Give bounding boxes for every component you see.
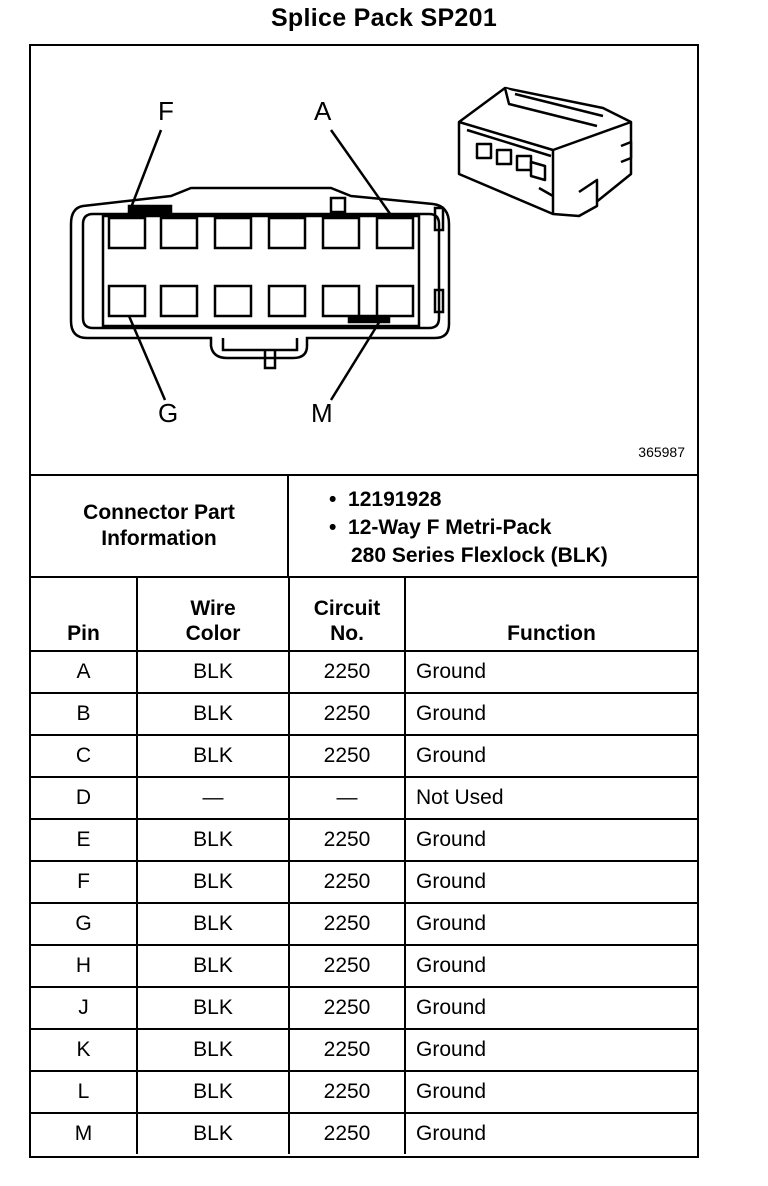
circuit-cell: 2250 [289,987,405,1029]
circuit-cell: 2250 [289,903,405,945]
cavity-l [323,286,359,316]
function-cell: Ground [405,987,697,1029]
connector-diagram [31,46,697,474]
pin-label-a: A [314,96,332,126]
table-row [31,903,697,945]
wire-color-cell: BLK [137,1071,289,1113]
connector-info-label-text: Connector Part Information [83,501,235,550]
cavity-c [269,218,305,248]
table-row [31,1071,697,1113]
circuit-cell: 2250 [289,651,405,693]
cavity-d [215,218,251,248]
function-cell: Not Used [405,777,697,819]
wire-color-cell: BLK [137,651,289,693]
cavity-a [377,218,413,248]
function-cell: Ground [405,861,697,903]
pin-label-m: M [311,398,333,428]
function-cell: Ground [405,1113,697,1154]
circuit-cell: 2250 [289,861,405,903]
table-row [31,1113,697,1154]
connector-isometric-view [459,88,631,216]
function-cell: Ground [405,651,697,693]
cavity-m [377,286,413,316]
table-row [31,777,697,819]
function-cell: Ground [405,735,697,777]
pin-cell: C [31,735,137,777]
circuit-cell: 2250 [289,1071,405,1113]
wire-color-cell: BLK [137,819,289,861]
pin-label-g: G [158,398,179,428]
leader-a [331,130,393,218]
connector-face-drawing [31,46,697,474]
cavity-e [161,218,197,248]
table-row [31,735,697,777]
circuit-cell: 2250 [289,735,405,777]
pin-cell: F [31,861,137,903]
description-line: • 12-Way F Metri-Pack [329,516,552,539]
latch-tab [223,338,297,350]
header-circuit-no [289,577,405,651]
table-row [31,945,697,987]
function-cell: Ground [405,945,697,987]
pinout-table [31,576,697,1154]
table-row [31,1029,697,1071]
wire-color-cell: — [137,777,289,819]
table-row [31,819,697,861]
wire-color-cell: BLK [137,693,289,735]
header-function: Function [405,577,697,651]
pin-cell: G [31,903,137,945]
description-line2: 280 Series Flexlock (BLK) [351,544,608,567]
connector-info-values [288,475,697,576]
circuit-cell: 2250 [289,693,405,735]
function-cell: Ground [405,903,697,945]
header-wire-color [137,577,289,651]
wire-color-cell: BLK [137,987,289,1029]
cavity-f [109,218,145,248]
header-pin: Pin [31,577,137,651]
header-circuit-text: Circuit No. [313,597,381,645]
circuit-cell: 2250 [289,1113,405,1154]
connector-info-label [31,475,288,576]
description-line1: 12-Way F Metri-Pack [348,516,552,539]
circuit-cell: 2250 [289,1029,405,1071]
wire-color-cell: BLK [137,903,289,945]
cavity-k [269,286,305,316]
pin-cell: A [31,651,137,693]
pin-cell: B [31,693,137,735]
pinout-header-row [31,577,697,651]
table-row [31,987,697,1029]
pin-cell: J [31,987,137,1029]
cavity-b [323,218,359,248]
pin-cell: L [31,1071,137,1113]
pin-cell: K [31,1029,137,1071]
function-cell: Ground [405,1029,697,1071]
circuit-cell: 2250 [289,819,405,861]
function-cell: Ground [405,819,697,861]
connector-sheet [29,44,699,1158]
wire-color-cell: BLK [137,861,289,903]
wire-color-cell: BLK [137,1113,289,1154]
wire-color-cell: BLK [137,945,289,987]
pin-cell: D [31,777,137,819]
circuit-cell: — [289,777,405,819]
wire-color-cell: BLK [137,735,289,777]
function-cell: Ground [405,693,697,735]
cavity-j [215,286,251,316]
pin-cell: M [31,1113,137,1154]
pin-label-f: F [158,96,174,126]
table-row [31,861,697,903]
wire-color-cell: BLK [137,1029,289,1071]
header-wire-color-text: Wire Color [185,597,241,645]
part-number: 12191928 [348,488,442,511]
connector-cavity-frame [103,216,419,326]
table-row [31,651,697,693]
connector-info-table [31,474,697,576]
pin-cell: E [31,819,137,861]
part-number-line: • 12191928 [329,488,442,511]
pin-cell: H [31,945,137,987]
cavity-h [161,286,197,316]
page-title: Splice Pack SP201 [270,4,498,32]
cavity-g [109,286,145,316]
table-row [31,693,697,735]
circuit-cell: 2250 [289,945,405,987]
function-cell: Ground [405,1071,697,1113]
figure-id: 365987 [638,444,685,460]
